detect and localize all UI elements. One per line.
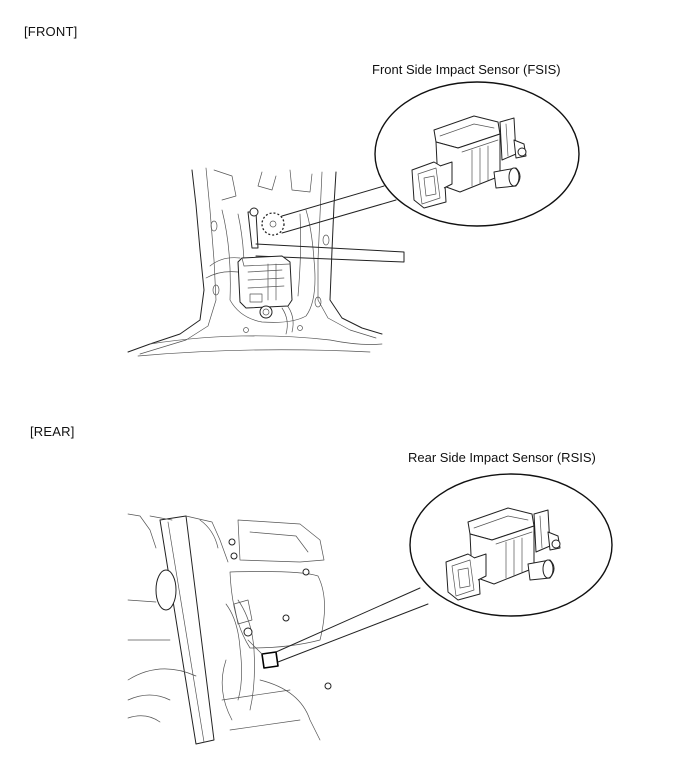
front-sensor-location-marker: [262, 213, 284, 235]
front-callout-leader: [282, 186, 396, 233]
rear-callout-title: Rear Side Impact Sensor (RSIS): [408, 450, 596, 465]
front-pillar-illustration: [128, 168, 404, 356]
front-section-label: [FRONT]: [24, 24, 78, 39]
rear-callout-leader: [276, 588, 428, 662]
front-callout-title: Front Side Impact Sensor (FSIS): [372, 62, 561, 77]
rear-body-illustration: [128, 514, 331, 744]
rear-section-label: [REAR]: [30, 424, 75, 439]
rear-sensor-location-marker: [262, 652, 278, 668]
front-callout-bubble: [375, 82, 579, 226]
rear-callout-bubble: [410, 474, 612, 616]
